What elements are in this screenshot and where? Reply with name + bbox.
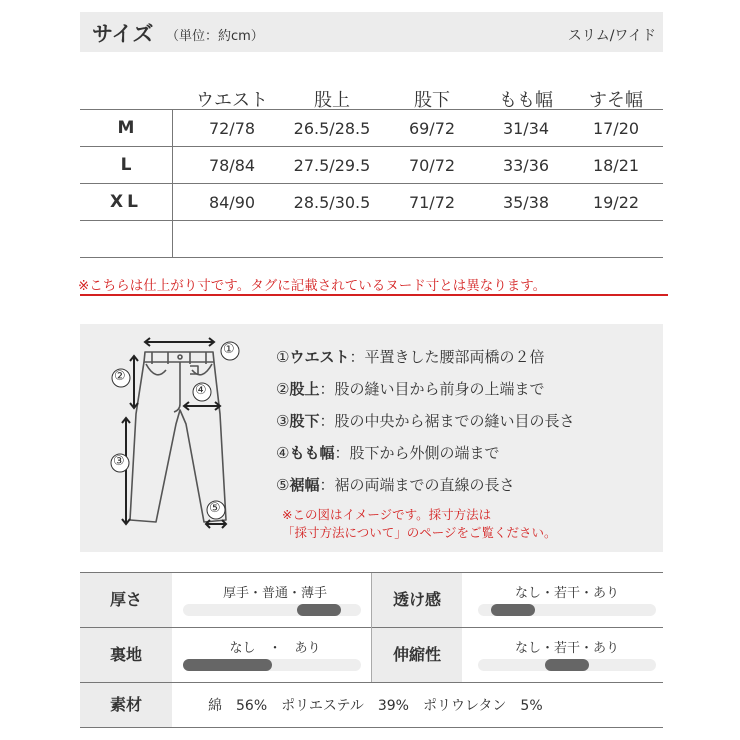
table-cell: 70/72	[408, 156, 456, 175]
legend-item-thigh: ④もも幅：股下から外側の端まで	[276, 444, 500, 462]
fit-label: スリム/ワイド	[567, 28, 656, 44]
lining-scale	[183, 659, 361, 671]
table-divider	[172, 110, 173, 258]
legend-item-inseam: ③股下：股の中央から裾までの縫い目の長さ	[276, 412, 575, 430]
thickness-scale	[183, 604, 361, 616]
table-cell: 18/21	[592, 156, 640, 175]
marker-4: ④	[195, 383, 207, 398]
spec-label-lining: 裏地	[80, 628, 172, 682]
table-row	[80, 184, 663, 221]
finished-size-note: ※こちらは仕上がり寸です。タグに記載されているヌード寸とは異なります。	[78, 278, 547, 294]
table-cell: 26.5/28.5	[293, 119, 371, 138]
unit-label: （単位：約cm）	[166, 29, 264, 44]
table-cell: 19/22	[592, 193, 640, 212]
column-header-rise: 股上	[314, 90, 350, 111]
table-cell: 17/20	[592, 119, 640, 138]
note-underline	[80, 294, 668, 296]
sheerness-scale	[478, 604, 656, 616]
spec-column-divider	[371, 573, 372, 682]
marker-5: ⑤	[209, 501, 221, 516]
column-header-hem: すそ幅	[589, 90, 643, 111]
marker-1: ①	[223, 342, 235, 357]
sheerness-options: なし・若干・あり	[514, 586, 619, 601]
pants-illustration	[80, 324, 280, 552]
diagram-note-line1: ※この図はイメージです。採寸方法は	[282, 507, 492, 522]
lining-indicator	[183, 659, 272, 671]
stretch-scale	[478, 659, 656, 671]
marker-3: ③	[113, 454, 125, 469]
table-cell: 31/34	[502, 119, 550, 138]
table-row	[80, 110, 663, 147]
thickness-indicator	[297, 604, 341, 616]
stretch-options: なし・若干・あり	[514, 641, 619, 656]
lining-options: なし ・ あり	[229, 641, 321, 656]
spec-label-material: 素材	[80, 683, 172, 727]
spec-label-stretch: 伸縮性	[372, 628, 462, 682]
size-label: L	[120, 155, 132, 175]
column-header-waist: ウエスト	[196, 90, 268, 111]
column-header-inseam: 股下	[414, 90, 450, 111]
table-cell: 33/36	[502, 156, 550, 175]
table-cell: 71/72	[408, 193, 456, 212]
legend-item-waist: ①ウエスト：平置きした腰部両橋の２倍	[276, 348, 545, 366]
stretch-indicator	[545, 659, 589, 671]
size-label: M	[117, 118, 135, 138]
size-label: XL	[110, 192, 142, 212]
table-cell: 84/90	[208, 193, 256, 212]
legend-item-rise: ②股上：股の縫い目から前身の上端まで	[276, 380, 545, 398]
diagram-note-line2: 「採寸方法について」のページをご覧ください。	[282, 525, 557, 540]
spec-label-sheerness: 透け感	[372, 573, 462, 627]
legend-item-hem: ⑤裾幅：裾の両端までの直線の長さ	[276, 476, 515, 494]
measurement-diagram	[80, 324, 663, 552]
spec-divider	[80, 727, 663, 728]
table-cell: 28.5/30.5	[293, 193, 371, 212]
column-header-thigh: もも幅	[499, 90, 553, 111]
sheerness-indicator	[491, 604, 535, 616]
thickness-options: 厚手・普通・薄手	[222, 586, 327, 601]
table-cell: 27.5/29.5	[293, 156, 371, 175]
table-cell: 35/38	[502, 193, 550, 212]
marker-2: ②	[114, 369, 126, 384]
table-row-empty	[80, 221, 663, 258]
table-cell: 78/84	[208, 156, 256, 175]
table-row	[80, 147, 663, 184]
table-cell: 72/78	[208, 119, 256, 138]
spec-label-thickness: 厚さ	[80, 573, 172, 627]
section-title: サイズ	[92, 22, 154, 46]
material-composition: 綿 56% ポリエステル 39% ポリウレタン 5%	[208, 698, 543, 714]
table-header-row	[80, 80, 663, 110]
table-cell: 69/72	[408, 119, 456, 138]
